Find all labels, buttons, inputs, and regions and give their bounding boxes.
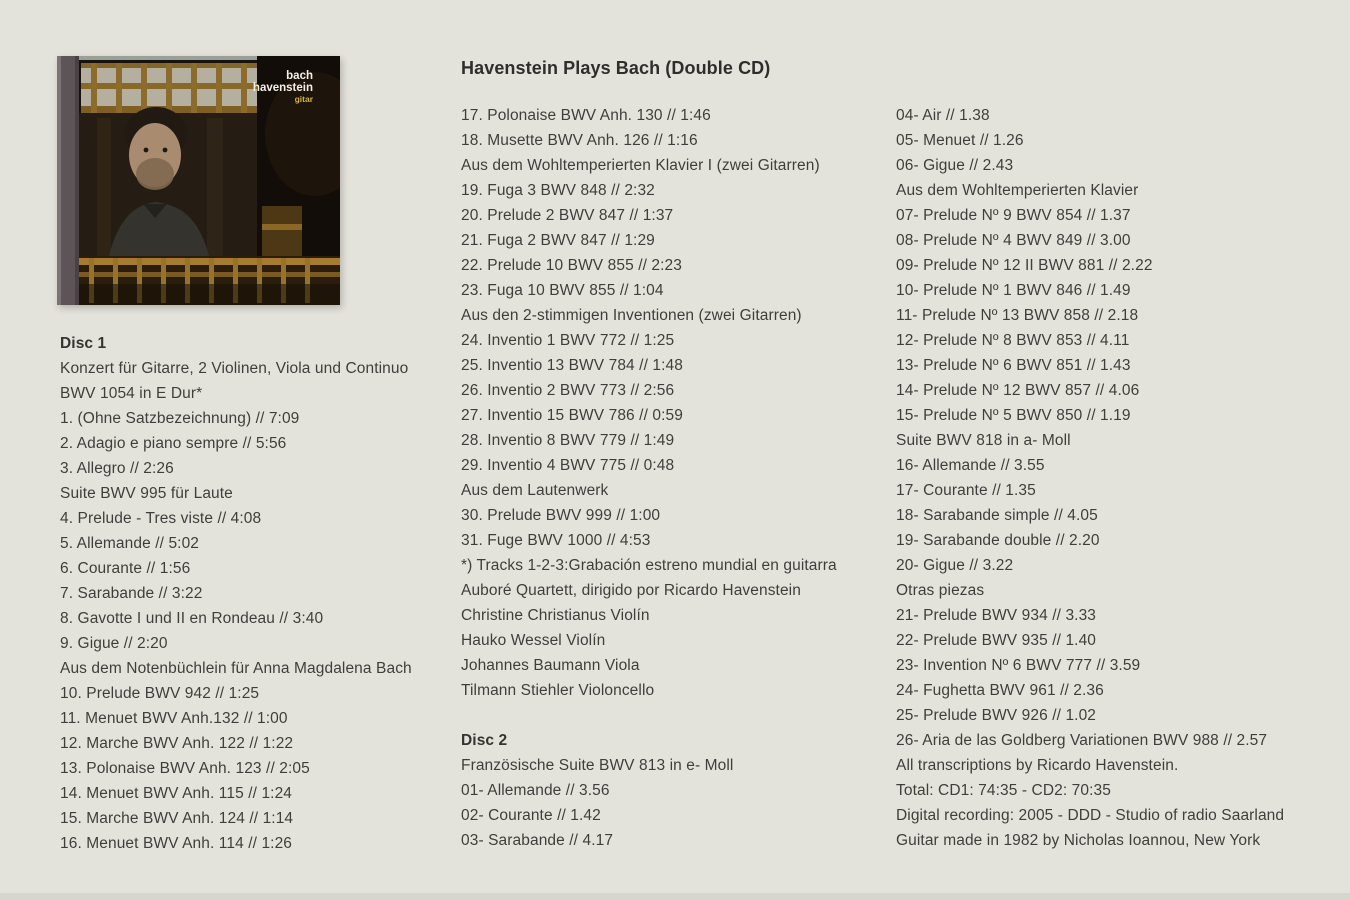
disc1-heading: Disc 1	[60, 335, 107, 352]
track-line: Aus dem Lautenwerk	[461, 482, 609, 499]
track-line: 15- Prelude Nº 5 BWV 850 // 1.19	[896, 407, 1131, 424]
tracklist-column-middle	[461, 103, 881, 853]
track-line: 2. Adagio e piano sempre // 5:56	[60, 435, 287, 452]
track-line: Hauko Wessel Violín	[461, 632, 606, 649]
track-line: Aus den 2-stimmigen Inventionen (zwei Gitarren)	[461, 307, 802, 324]
track-line: 05- Menuet // 1.26	[896, 132, 1024, 149]
disc1-track-list	[60, 356, 460, 856]
track-line: Suite BWV 818 in a- Moll	[896, 432, 1071, 449]
track-line: 20. Prelude 2 BWV 847 // 1:37	[461, 207, 674, 224]
track-line: 26- Aria de las Goldberg Variationen BWV 988 // 2.57	[896, 732, 1268, 749]
track-line: 08- Prelude Nº 4 BWV 849 // 3.00	[896, 232, 1131, 249]
track-line: Tilmann Stiehler Violoncello	[461, 682, 655, 699]
track-line: Aus dem Wohltemperierten Klavier	[896, 182, 1139, 199]
track-line: 13. Polonaise BWV Anh. 123 // 2:05	[60, 760, 310, 777]
track-line: 11- Prelude Nº 13 BWV 858 // 2.18	[896, 307, 1139, 324]
track-line: 1. (Ohne Satzbezeichnung) // 7:09	[60, 410, 300, 427]
track-line: 12- Prelude Nº 8 BWV 853 // 4.11	[896, 332, 1130, 349]
track-line: 24- Fughetta BWV 961 // 2.36	[896, 682, 1104, 699]
track-line: 31. Fuge BWV 1000 // 4:53	[461, 532, 651, 549]
track-line: 21- Prelude BWV 934 // 3.33	[896, 607, 1097, 624]
track-line: BWV 1054 in E Dur*	[60, 385, 203, 402]
track-line: 29. Inventio 4 BWV 775 // 0:48	[461, 457, 675, 474]
track-line: Christine Christianus Violín	[461, 607, 650, 624]
track-line: 10. Prelude BWV 942 // 1:25	[60, 685, 260, 702]
track-line: All transcriptions by Ricardo Havenstein.	[896, 757, 1179, 774]
gold-lattice-top	[81, 63, 261, 113]
page-bottom-edge	[0, 893, 1350, 900]
track-line: 4. Prelude - Tres viste // 4:08	[60, 510, 262, 527]
track-line: 01- Allemande // 3.56	[461, 782, 610, 799]
track-line: Auboré Quartett, dirigido por Ricardo Havenstein	[461, 582, 801, 599]
track-line: 09- Prelude Nº 12 II BWV 881 // 2.22	[896, 257, 1153, 274]
track-line: Guitar made in 1982 by Nicholas Ioannou, New York	[896, 832, 1261, 849]
track-line: 24. Inventio 1 BWV 772 // 1:25	[461, 332, 675, 349]
track-line: 17. Polonaise BWV Anh. 130 // 1:46	[461, 107, 711, 124]
track-line: Total: CD1: 74:35 - CD2: 70:35	[896, 782, 1111, 799]
track-line: 19. Fuga 3 BWV 848 // 2:32	[461, 182, 655, 199]
track-line: 22. Prelude 10 BWV 855 // 2:23	[461, 257, 682, 274]
tracklist-column-right	[896, 103, 1336, 853]
track-line: 19- Sarabande double // 2.20	[896, 532, 1100, 549]
disc2-track-list-continued	[896, 103, 1336, 853]
track-line: 23- Invention Nº 6 BWV 777 // 3.59	[896, 657, 1141, 674]
track-line: 06- Gigue // 2.43	[896, 157, 1014, 174]
track-line: Konzert für Gitarre, 2 Violinen, Viola und Continuo	[60, 360, 409, 377]
track-line: 10- Prelude Nº 1 BWV 846 // 1.49	[896, 282, 1131, 299]
track-line: 13- Prelude Nº 6 BWV 851 // 1.43	[896, 357, 1131, 374]
track-line: 21. Fuga 2 BWV 847 // 1:29	[461, 232, 655, 249]
disc2-track-list	[461, 753, 881, 853]
track-line: 3. Allegro // 2:26	[60, 460, 174, 477]
track-line: 03- Sarabande // 4.17	[461, 832, 614, 849]
track-line: 7. Sarabande // 3:22	[60, 585, 203, 602]
track-line: 23. Fuga 10 BWV 855 // 1:04	[461, 282, 664, 299]
track-line: 30. Prelude BWV 999 // 1:00	[461, 507, 661, 524]
track-line: Französische Suite BWV 813 in e- Moll	[461, 757, 734, 774]
track-line: 18. Musette BWV Anh. 126 // 1:16	[461, 132, 698, 149]
track-line: Otras piezas	[896, 582, 985, 599]
album-cover-image	[57, 56, 340, 305]
track-line: 15. Marche BWV Anh. 124 // 1:14	[60, 810, 294, 827]
track-line: 16- Allemande // 3.55	[896, 457, 1045, 474]
track-line: 6. Courante // 1:56	[60, 560, 191, 577]
track-line: 25- Prelude BWV 926 // 1.02	[896, 707, 1097, 724]
track-line: Aus dem Wohltemperierten Klavier I (zwei Gitarren)	[461, 157, 820, 174]
track-line: 8. Gavotte I und II en Rondeau // 3:40	[60, 610, 324, 627]
track-line: 14. Menuet BWV Anh. 115 // 1:24	[60, 785, 293, 802]
track-line: 9. Gigue // 2:20	[60, 635, 168, 652]
track-line: 26. Inventio 2 BWV 773 // 2:56	[461, 382, 675, 399]
track-line: 5. Allemande // 5:02	[60, 535, 200, 552]
tracklist-column-left	[60, 331, 460, 856]
track-line: 11. Menuet BWV Anh.132 // 1:00	[60, 710, 288, 727]
cover-label-artist: bach	[286, 70, 313, 82]
track-line: 02- Courante // 1.42	[461, 807, 601, 824]
gold-lattice-bottom	[79, 256, 340, 305]
cover-label-instrument: gitar	[294, 94, 313, 104]
disc1-track-list-continued	[461, 103, 881, 703]
track-line: 20- Gigue // 3.22	[896, 557, 1014, 574]
track-line: 25. Inventio 13 BWV 784 // 1:48	[461, 357, 683, 374]
track-line: 14- Prelude Nº 12 BWV 857 // 4.06	[896, 382, 1140, 399]
track-line: 07- Prelude Nº 9 BWV 854 // 1.37	[896, 207, 1131, 224]
track-line: 16. Menuet BWV Anh. 114 // 1:26	[60, 835, 293, 852]
track-line: 17- Courante // 1.35	[896, 482, 1036, 499]
track-line: 12. Marche BWV Anh. 122 // 1:22	[60, 735, 294, 752]
track-line: Digital recording: 2005 - DDD - Studio of radio Saarland	[896, 807, 1285, 824]
track-line: Suite BWV 995 für Laute	[60, 485, 233, 502]
track-line: 28. Inventio 8 BWV 779 // 1:49	[461, 432, 675, 449]
track-line: Johannes Baumann Viola	[461, 657, 640, 674]
page-title: Havenstein Plays Bach (Double CD)	[461, 58, 771, 78]
cover-label-performer: havenstein	[252, 82, 313, 94]
track-line: *) Tracks 1-2-3:Grabación estreno mundial en guitarra	[461, 557, 837, 574]
track-line: 27. Inventio 15 BWV 786 // 0:59	[461, 407, 683, 424]
track-line: Aus dem Notenbüchlein für Anna Magdalena Bach	[60, 660, 412, 677]
track-line: 18- Sarabande simple // 4.05	[896, 507, 1098, 524]
disc2-heading: Disc 2	[461, 732, 508, 749]
track-line: 04- Air // 1.38	[896, 107, 990, 124]
track-line: 22- Prelude BWV 935 // 1.40	[896, 632, 1097, 649]
